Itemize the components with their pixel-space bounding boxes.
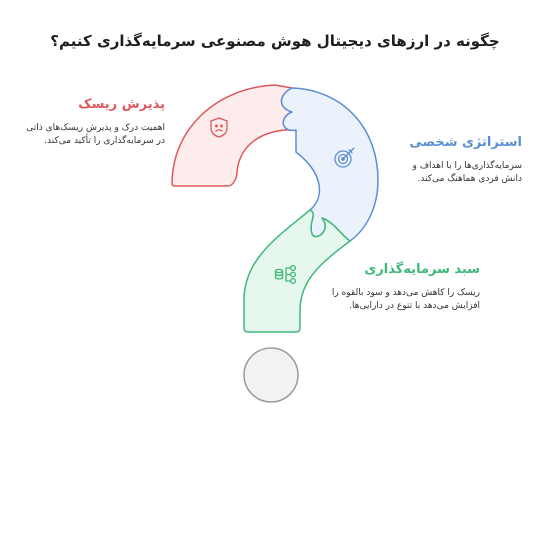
strategy-heading: استراتژی شخصی	[409, 135, 522, 150]
question-dot	[244, 348, 298, 402]
risk-description: اهمیت درک و پذیرش ریسک‌های ذاتی در سرمایه‌گذاری را تأکید می‌کند.	[26, 123, 165, 146]
page-title: چگونه در ارزهای دیجیتال هوش مصنوعی سرمایه‌گذاری کنیم؟	[50, 32, 500, 50]
strategy-puzzle-piece[interactable]	[282, 88, 379, 241]
risk-heading: پذیرش ریسک	[78, 97, 165, 112]
basket-label	[330, 262, 480, 313]
basket-description: ریسک را کاهش می‌دهد و سود بالقوه را افزایش می‌دهد با تنوع در دارایی‌ها.	[331, 288, 480, 311]
strategy-description: سرمایه‌گذاری‌ها را با اهداف و دانش فردی هماهنگ می‌کند.	[412, 161, 522, 184]
basket-heading: سبد سرمایه‌گذاری	[364, 262, 480, 277]
strategy-label	[392, 135, 522, 186]
risk-label	[20, 97, 165, 148]
risk-puzzle-piece[interactable]	[172, 85, 296, 186]
